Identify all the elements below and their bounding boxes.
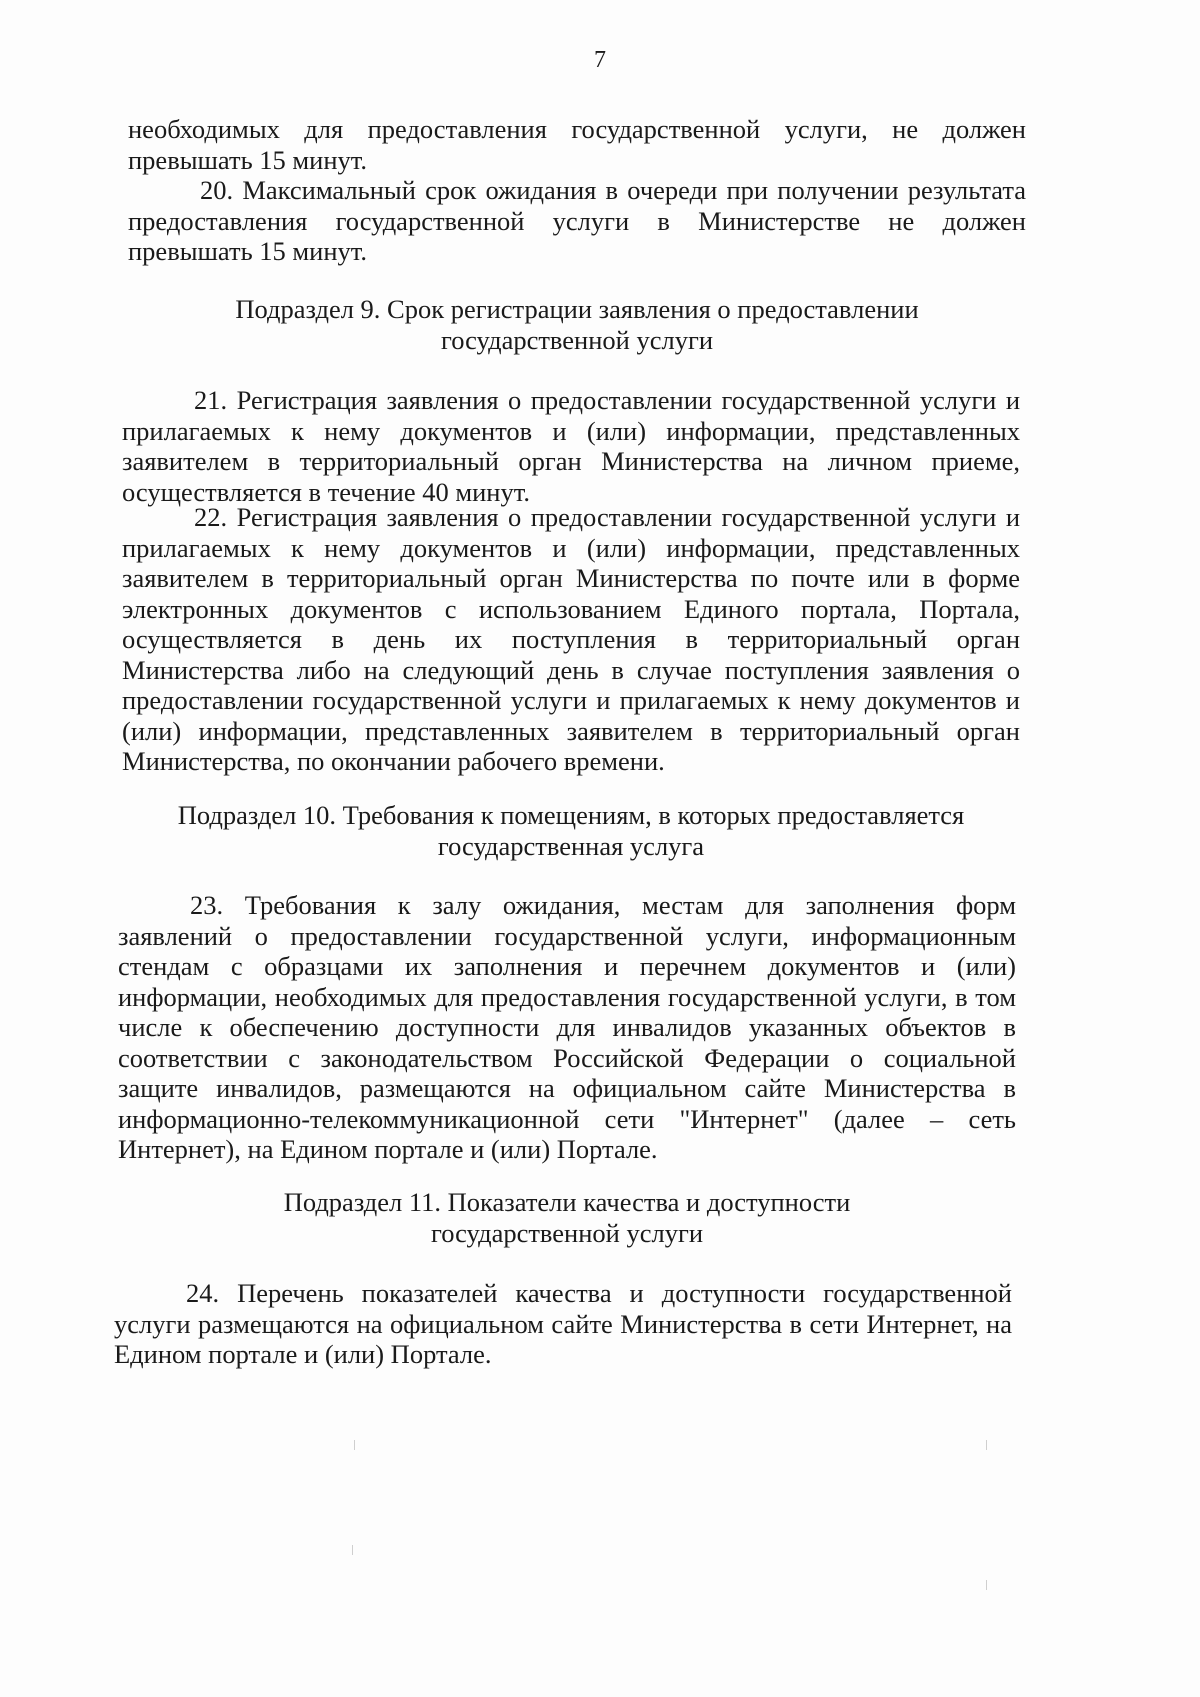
subsection-9-heading — [128, 294, 1026, 355]
subsection-11-heading-line-2: государственной услуги — [430, 1217, 704, 1248]
paragraph-21: 21. Регистрация заявления о предоставлении государственной услуги и прилагаемых к нему документов и (или) информации, представленных заявителем в территориальный орган Министерства на личном приеме, осуществляется в течение 40 минут. — [122, 385, 1020, 507]
page-number: 7 — [594, 47, 606, 73]
paragraph-23: 23. Требования к залу ожидания, местам для заполнения форм заявлений о предоставлении государственной услуги, информационным стендам с образцами их заполнения и перечнем документов и (или) информации, необходимых для предоставления государственной услуги, в том числе к обеспечению доступности для инвалидов указанных объектов в соответствии с законодательством Российской Федерации о социальной защите инвалидов, размещаются на официальном сайте Министерства в информационно-телекоммуникационной сети "Интернет" (далее – сеть Интернет), на Едином портале и (или) Портале. — [118, 890, 1016, 1164]
scan-speck — [352, 1545, 353, 1555]
paragraph-24: 24. Перечень показателей качества и доступности государственной услуги размещаются на официальном сайте Министерства в сети Интернет, на Едином портале и (или) Портале. — [114, 1278, 1012, 1369]
paragraph-continuation: необходимых для предоставления государственной услуги, не должен превышать 15 минут. — [128, 114, 1026, 175]
subsection-10-heading — [122, 800, 1020, 861]
subsection-10-heading-line-2: государственная услуга — [437, 830, 705, 861]
subsection-10-heading-line-1: Подраздел 10. Требования к помещениям, в которых предоставляется — [177, 800, 965, 830]
paragraph-22: 22. Регистрация заявления о предоставлении государственной услуги и прилагаемых к нему документов и (или) информации, представленных заявителем в территориальный орган Министерства по почте или в форме электронных документов с использованием Единого портала, Портала, осуществляется в день их поступления в территориальный орган Министерства либо на следующий день в случае поступления заявления о предоставлении государственной услуги и прилагаемых к нему документов и (или) информации, представленных заявителем в территориальный орган Министерства, по окончании рабочего времени. — [122, 502, 1020, 776]
paragraph-20: 20. Максимальный срок ожидания в очереди при получении результата предоставления государственной услуги в Министерстве не должен превышать 15 минут. — [128, 175, 1026, 266]
scan-speck — [354, 1440, 355, 1450]
scan-speck — [986, 1580, 987, 1590]
subsection-11-heading-line-1: Подраздел 11. Показатели качества и доступности — [283, 1187, 851, 1217]
subsection-9-heading-line-2: государственной услуги — [440, 324, 714, 355]
scan-speck — [986, 1440, 987, 1450]
subsection-9-heading-line-1: Подраздел 9. Срок регистрации заявления о предоставлении — [235, 294, 919, 324]
subsection-11-heading — [118, 1187, 1016, 1248]
